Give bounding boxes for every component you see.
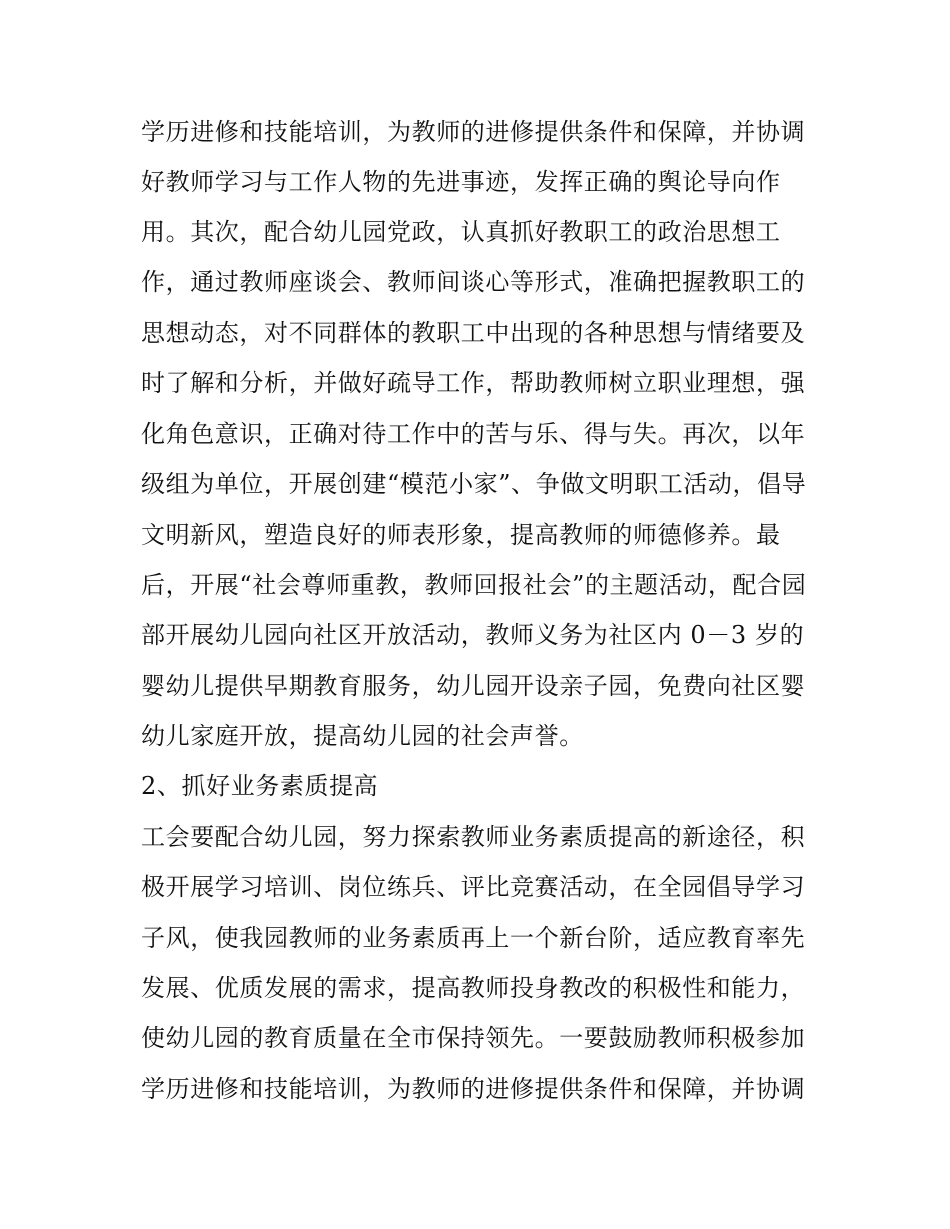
text-line: 化角色意识，正确对待工作中的苦与乐、得与失。再次，以年	[141, 420, 806, 448]
text-line: 好教师学习与工作人物的先进事迹，发挥正确的舆论导向作	[141, 168, 781, 196]
text-line: 时了解和分析，并做好疏导工作，帮助教师树立职业理想，强	[141, 369, 806, 397]
text-line: 后，开展“社会尊师重教，教师回报社会”的主题活动，配合园	[141, 571, 807, 599]
text-line: 思想动态，对不同群体的教职工中出现的各种思想与情绪要及	[141, 319, 806, 347]
text-line: 学历进修和技能培训，为教师的进修提供条件和保障，并协调	[141, 118, 806, 146]
section-heading: 2、抓好业务素质提高	[141, 772, 379, 800]
text-line: 作，通过教师座谈会、教师间谈心等形式，准确把握教职工的	[141, 268, 806, 296]
text-line: 学历进修和技能培训，为教师的进修提供条件和保障，并协调	[141, 1075, 806, 1103]
text-line: 工会要配合幼儿园，努力探索教师业务素质提高的新途径，积	[141, 823, 806, 851]
text-line: 子风，使我园教师的业务素质再上一个新台阶，适应教育率先	[141, 924, 806, 952]
text-line: 婴幼儿提供早期教育服务，幼儿园开设亲子园，免费向社区婴	[141, 672, 806, 700]
text-line: 极开展学习培训、岗位练兵、评比竞赛活动，在全园倡导学习	[141, 873, 806, 901]
text-line: 幼儿家庭开放，提高幼儿园的社会声誉。	[141, 722, 584, 750]
text-line: 文明新风，塑造良好的师表形象，提高教师的师德修养。最	[141, 521, 781, 549]
text-line: 级组为单位，开展创建“模范小家”、争做文明职工活动，倡导	[141, 470, 807, 498]
text-line: 部开展幼儿园向社区开放活动，教师义务为社区内 0－3 岁的	[141, 621, 805, 649]
text-line: 发展、优质发展的需求，提高教师投身教改的积极性和能力，	[141, 974, 806, 1002]
text-line: 使幼儿园的教育质量在全市保持领先。一要鼓励教师积极参加	[141, 1024, 806, 1052]
text-line: 用。其次，配合幼儿园党政，认真抓好教职工的政治思想工	[141, 218, 781, 246]
